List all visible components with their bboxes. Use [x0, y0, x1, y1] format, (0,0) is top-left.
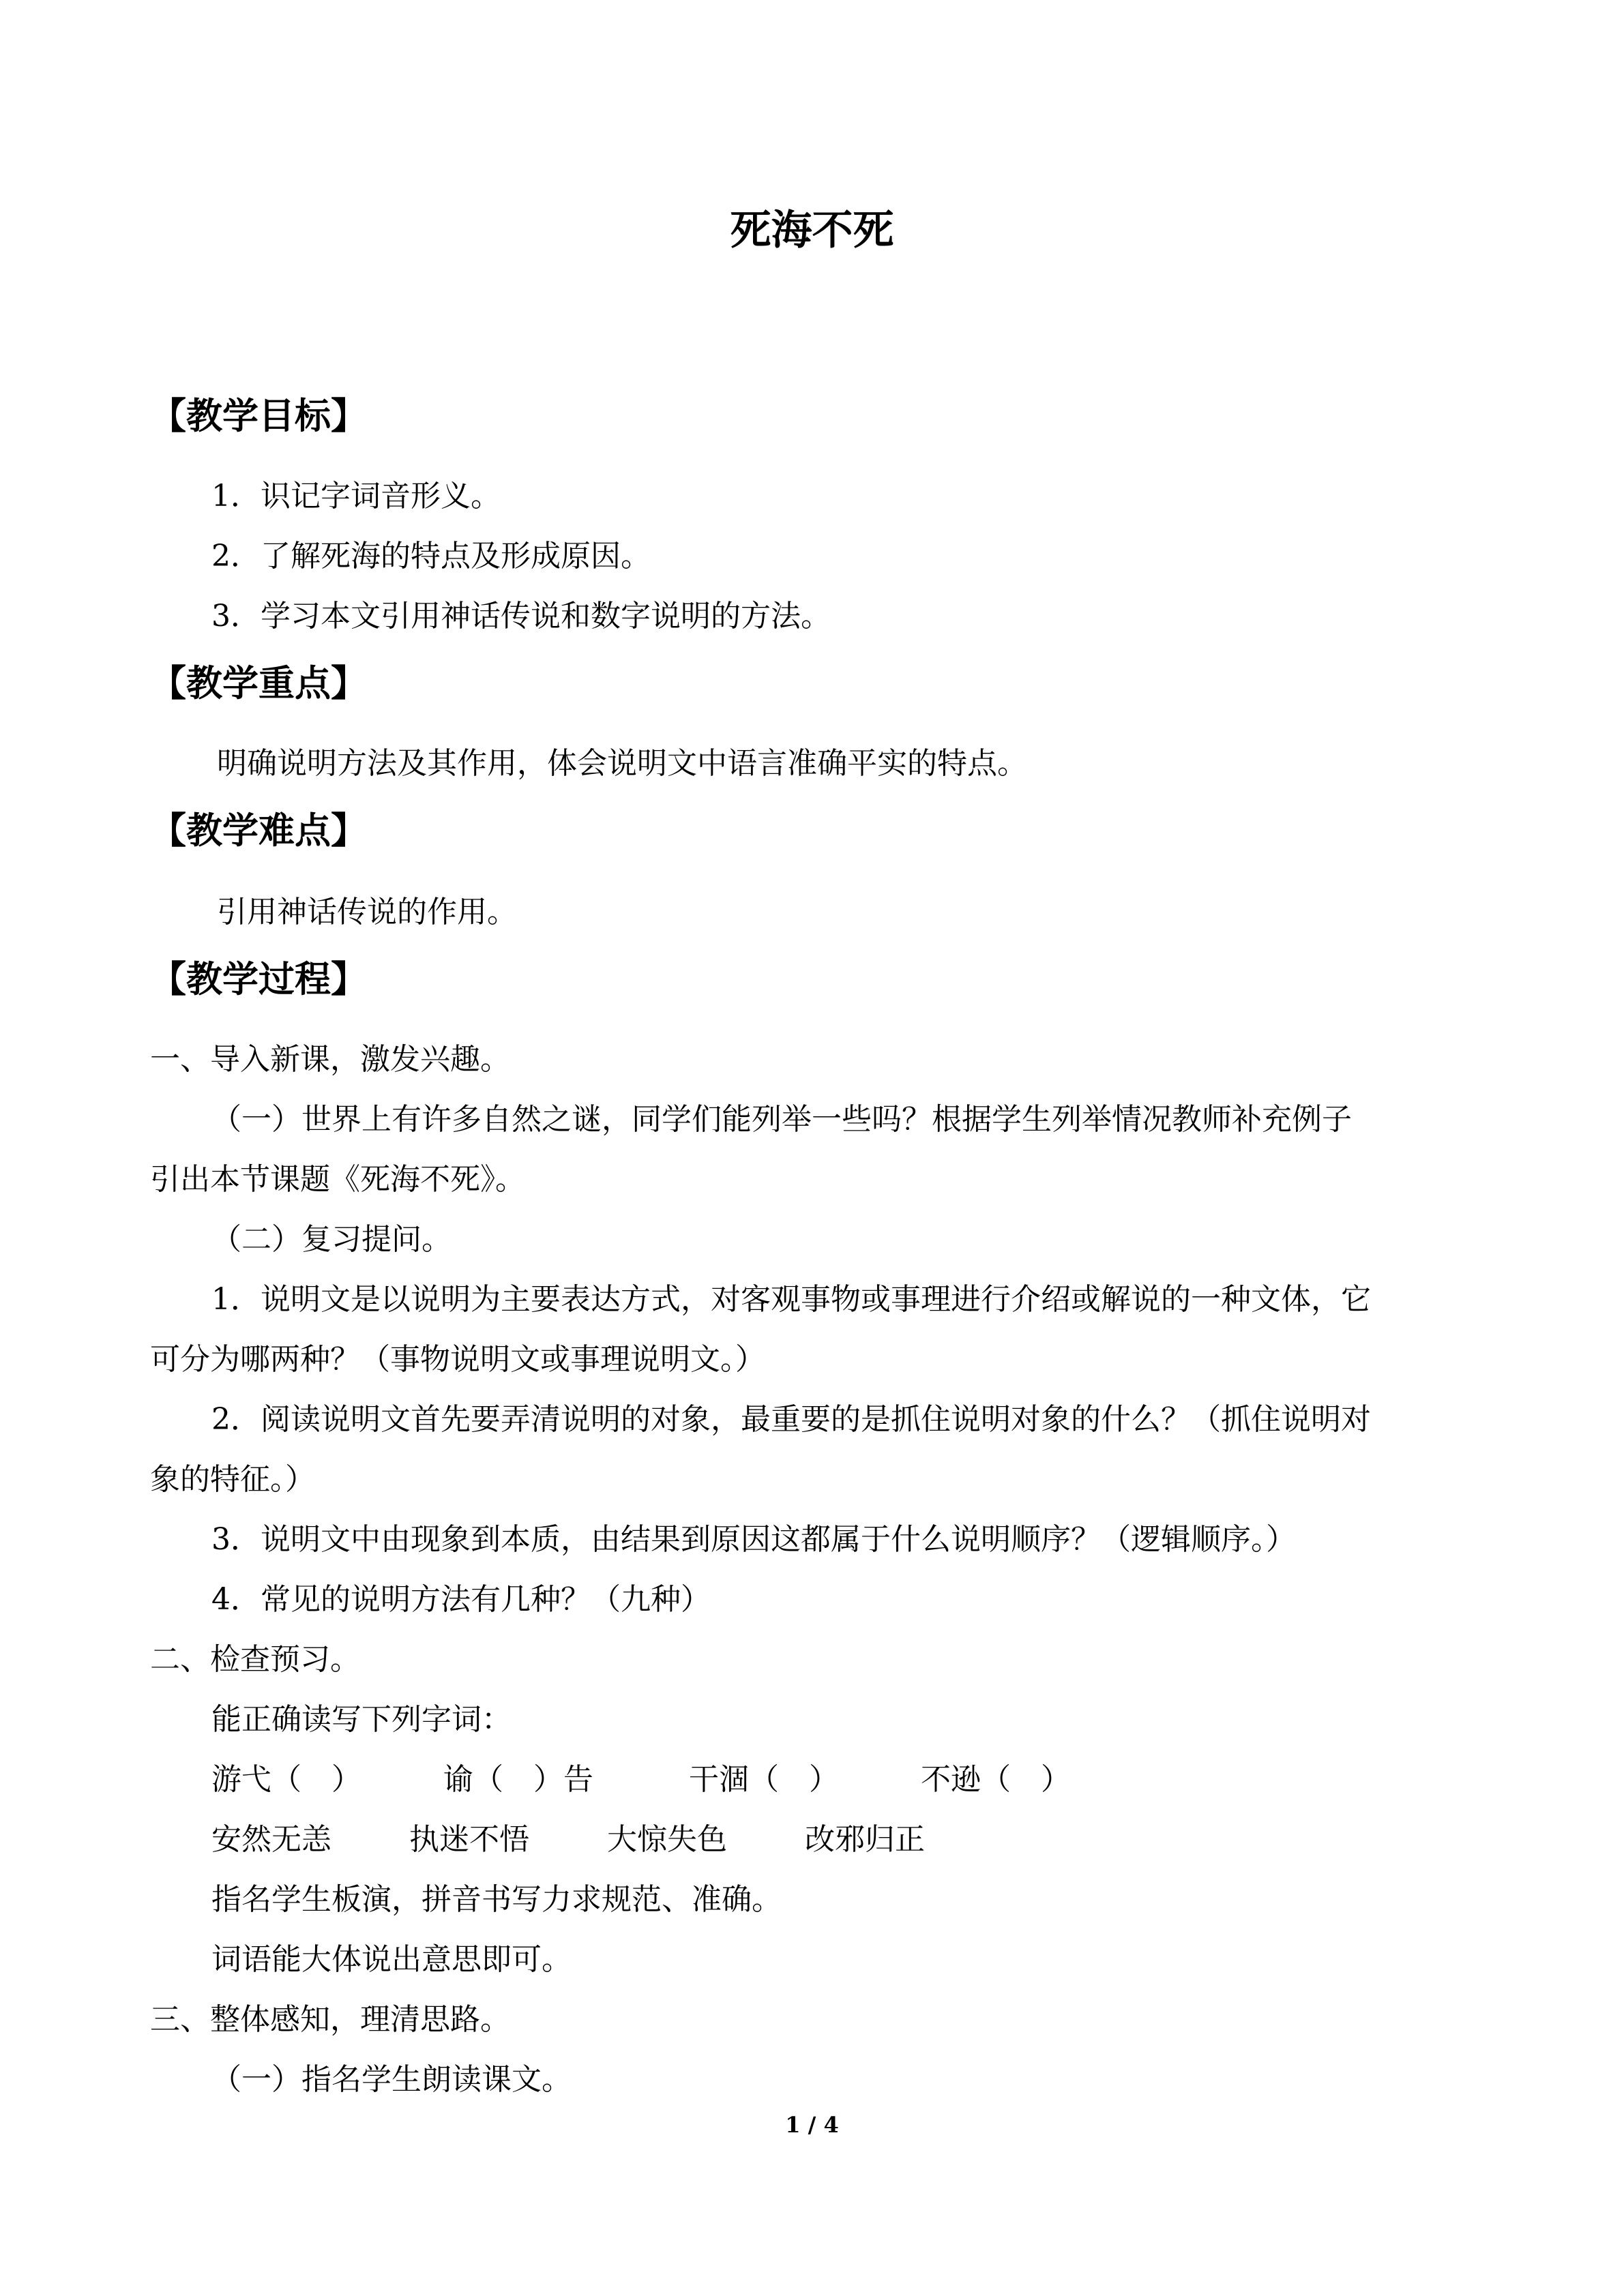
objective-item-1: 1．识记字词音形义。 [211, 479, 501, 513]
section-2-note-1: 指名学生板演，拼音书写力求规范、准确。 [211, 1882, 782, 1917]
vocab-word-4: 不逊（ ） [921, 1762, 1071, 1797]
section-1-paragraph-1-line-2: 引出本节课题《死海不死》。 [150, 1162, 525, 1197]
question-2-line-1: 2．阅读说明文首先要弄清说明的对象，最重要的是抓住说明对象的什么？（抓住说明对 [211, 1402, 1371, 1437]
objective-item-2: 2．了解死海的特点及形成原因。 [211, 539, 651, 573]
process-heading: 【教学过程】 [150, 959, 367, 1000]
section-1-paragraph-2: （二）复习提问。 [211, 1222, 452, 1257]
key-points-heading: 【教学重点】 [150, 663, 367, 704]
vocab-word-2: 谕（ ）告 [443, 1762, 593, 1797]
difficulties-text: 引用神话传说的作用。 [217, 895, 517, 929]
question-2-line-2: 象的特征。） [150, 1462, 315, 1497]
section-2-note-2: 词语能大体说出意思即可。 [211, 1942, 572, 1977]
vocab-word-3: 干涸（ ） [689, 1762, 839, 1797]
question-3: 3．说明文中由现象到本质，由结果到原因这都属于什么说明顺序？（逻辑顺序。） [211, 1522, 1296, 1557]
question-4: 4．常见的说明方法有几种？（九种） [211, 1582, 711, 1617]
objective-item-3: 3．学习本文引用神话传说和数字说明的方法。 [211, 599, 831, 633]
section-2-title: 二、检查预习。 [150, 1642, 360, 1677]
vocab-idiom-4: 改邪归正 [805, 1822, 925, 1857]
objectives-heading: 【教学目标】 [150, 396, 367, 437]
vocab-idiom-1: 安然无恙 [211, 1822, 331, 1857]
vocab-idiom-3: 大惊失色 [607, 1822, 727, 1857]
question-1-line-2: 可分为哪两种？（事物说明文或事理说明文。） [150, 1342, 765, 1377]
section-2-intro: 能正确读写下列字词： [211, 1702, 512, 1737]
question-1-line-1: 1．说明文是以说明为主要表达方式，对客观事物或事理进行介绍或解说的一种文体，它 [211, 1282, 1371, 1317]
vocab-word-1: 游弋（ ） [211, 1762, 361, 1797]
key-points-text: 明确说明方法及其作用，体会说明文中语言准确平实的特点。 [217, 746, 1027, 781]
vocab-idiom-2: 执迷不悟 [409, 1822, 529, 1857]
page-title: 死海不死 [730, 207, 894, 254]
difficulties-heading: 【教学难点】 [150, 810, 367, 852]
page-number: 1 / 4 [785, 2112, 839, 2138]
section-3-title: 三、整体感知，理清思路。 [150, 2002, 510, 2037]
section-1-title: 一、导入新课，激发兴趣。 [150, 1042, 510, 1077]
section-3-paragraph-1: （一）指名学生朗读课文。 [211, 2062, 572, 2097]
section-1-paragraph-1-line-1: （一）世界上有许多自然之谜，同学们能列举一些吗？根据学生列举情况教师补充例子 [211, 1102, 1352, 1137]
